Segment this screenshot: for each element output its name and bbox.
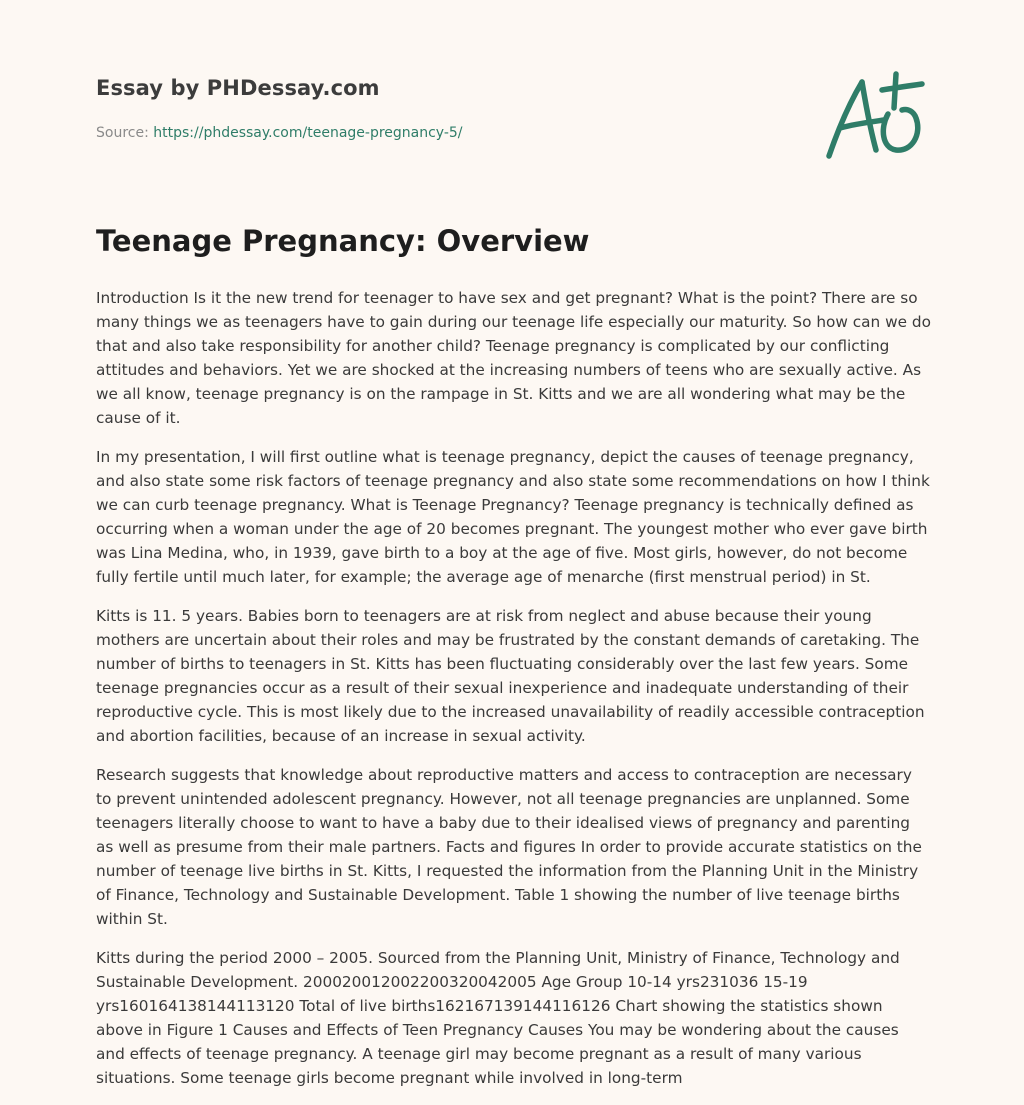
source-link[interactable]: https://phdessay.com/teenage-pregnancy-5/	[153, 125, 463, 141]
essay-paragraph: Introduction Is it the new trend for teenager to have sex and get pregnant? What is the point? There are so many things we as teenagers have to gain during our teenage life especially our maturity. So how can we do that and also take responsibility for another child? Teenage pregnancy is complicated by our conflicting attitudes and behaviors. Yet we are shocked at the increasing numbers of teens who are sexually active. As we all know, teenage pregnancy is on the rampage in St. Kitts and we are all wondering what may be the cause of it.	[96, 289, 931, 427]
essay-paragraph: Research suggests that knowledge about reproductive matters and access to contraception are necessary to prevent unintended adolescent pregnancy. However, not all teenage pregnancies are unplanned. Some teenagers literally choose to want to have a baby due to their idealised views of pregnancy and parenting as well as presume from their male partners. Facts and figures In order to provide accurate statistics on the number of teenage live births in St. Kitts, I requested the information from the Planning Unit in the Ministry of Finance, Technology and Sustainable Development. Table 1 showing the number of live teenage births within St.	[96, 766, 922, 928]
essay-title: Teenage Pregnancy: Overview	[96, 224, 590, 258]
source-line	[96, 125, 463, 141]
essay-paragraph: In my presentation, I will first outline what is teenage pregnancy, depict the causes of teenage pregnancy, and also state some risk factors of teenage pregnancy and also state some recommendations on how I think we can curb teenage pregnancy. What is Teenage Pregnancy? Teenage pregnancy is technically defined as occurring when a woman under the age of 20 becomes pregnant. The youngest mother who ever gave birth was Lina Medina, who, in 1939, gave birth to a boy at the age of five. Most girls, however, do not become fully fertile until much later, for example; the average age of menarche (first menstrual period) in St.	[96, 448, 930, 586]
essay-body	[96, 286, 932, 1105]
site-brand: Essay by PHDessay.com	[96, 76, 380, 100]
essay-paragraph: Kitts is 11. 5 years. Babies born to teenagers are at risk from neglect and abuse because their young mothers are uncertain about their roles and may be frustrated by the constant demands of caretaking. The number of births to teenagers in St. Kitts has been fluctuating considerably over the last few years. Some teenage pregnancies occur as a result of their sexual inexperience and inadequate understanding of their reproductive cycle. This is most likely due to the increased unavailability of readily accessible contraception and abortion facilities, because of an increase in sexual activity.	[96, 607, 925, 745]
essay-paragraph: Kitts during the period 2000 – 2005. Sourced from the Planning Unit, Ministry of Finance, Technology and Sustainable Development. 200020012002200320042005 Age Group 10-14 yrs231036 15-19 yrs160164138144113120 Total of live births162167139144116126 Chart showing the statistics shown above in Figure 1 Causes and Effects of Teen Pregnancy Causes You may be wondering about the causes and effects of teenage pregnancy. A teenage girl may become pregnant as a result of many various situations. Some teenage girls become pregnant while involved in long-term	[96, 949, 900, 1087]
a-plus-logo-icon	[822, 68, 928, 164]
source-label: Source:	[96, 125, 149, 141]
